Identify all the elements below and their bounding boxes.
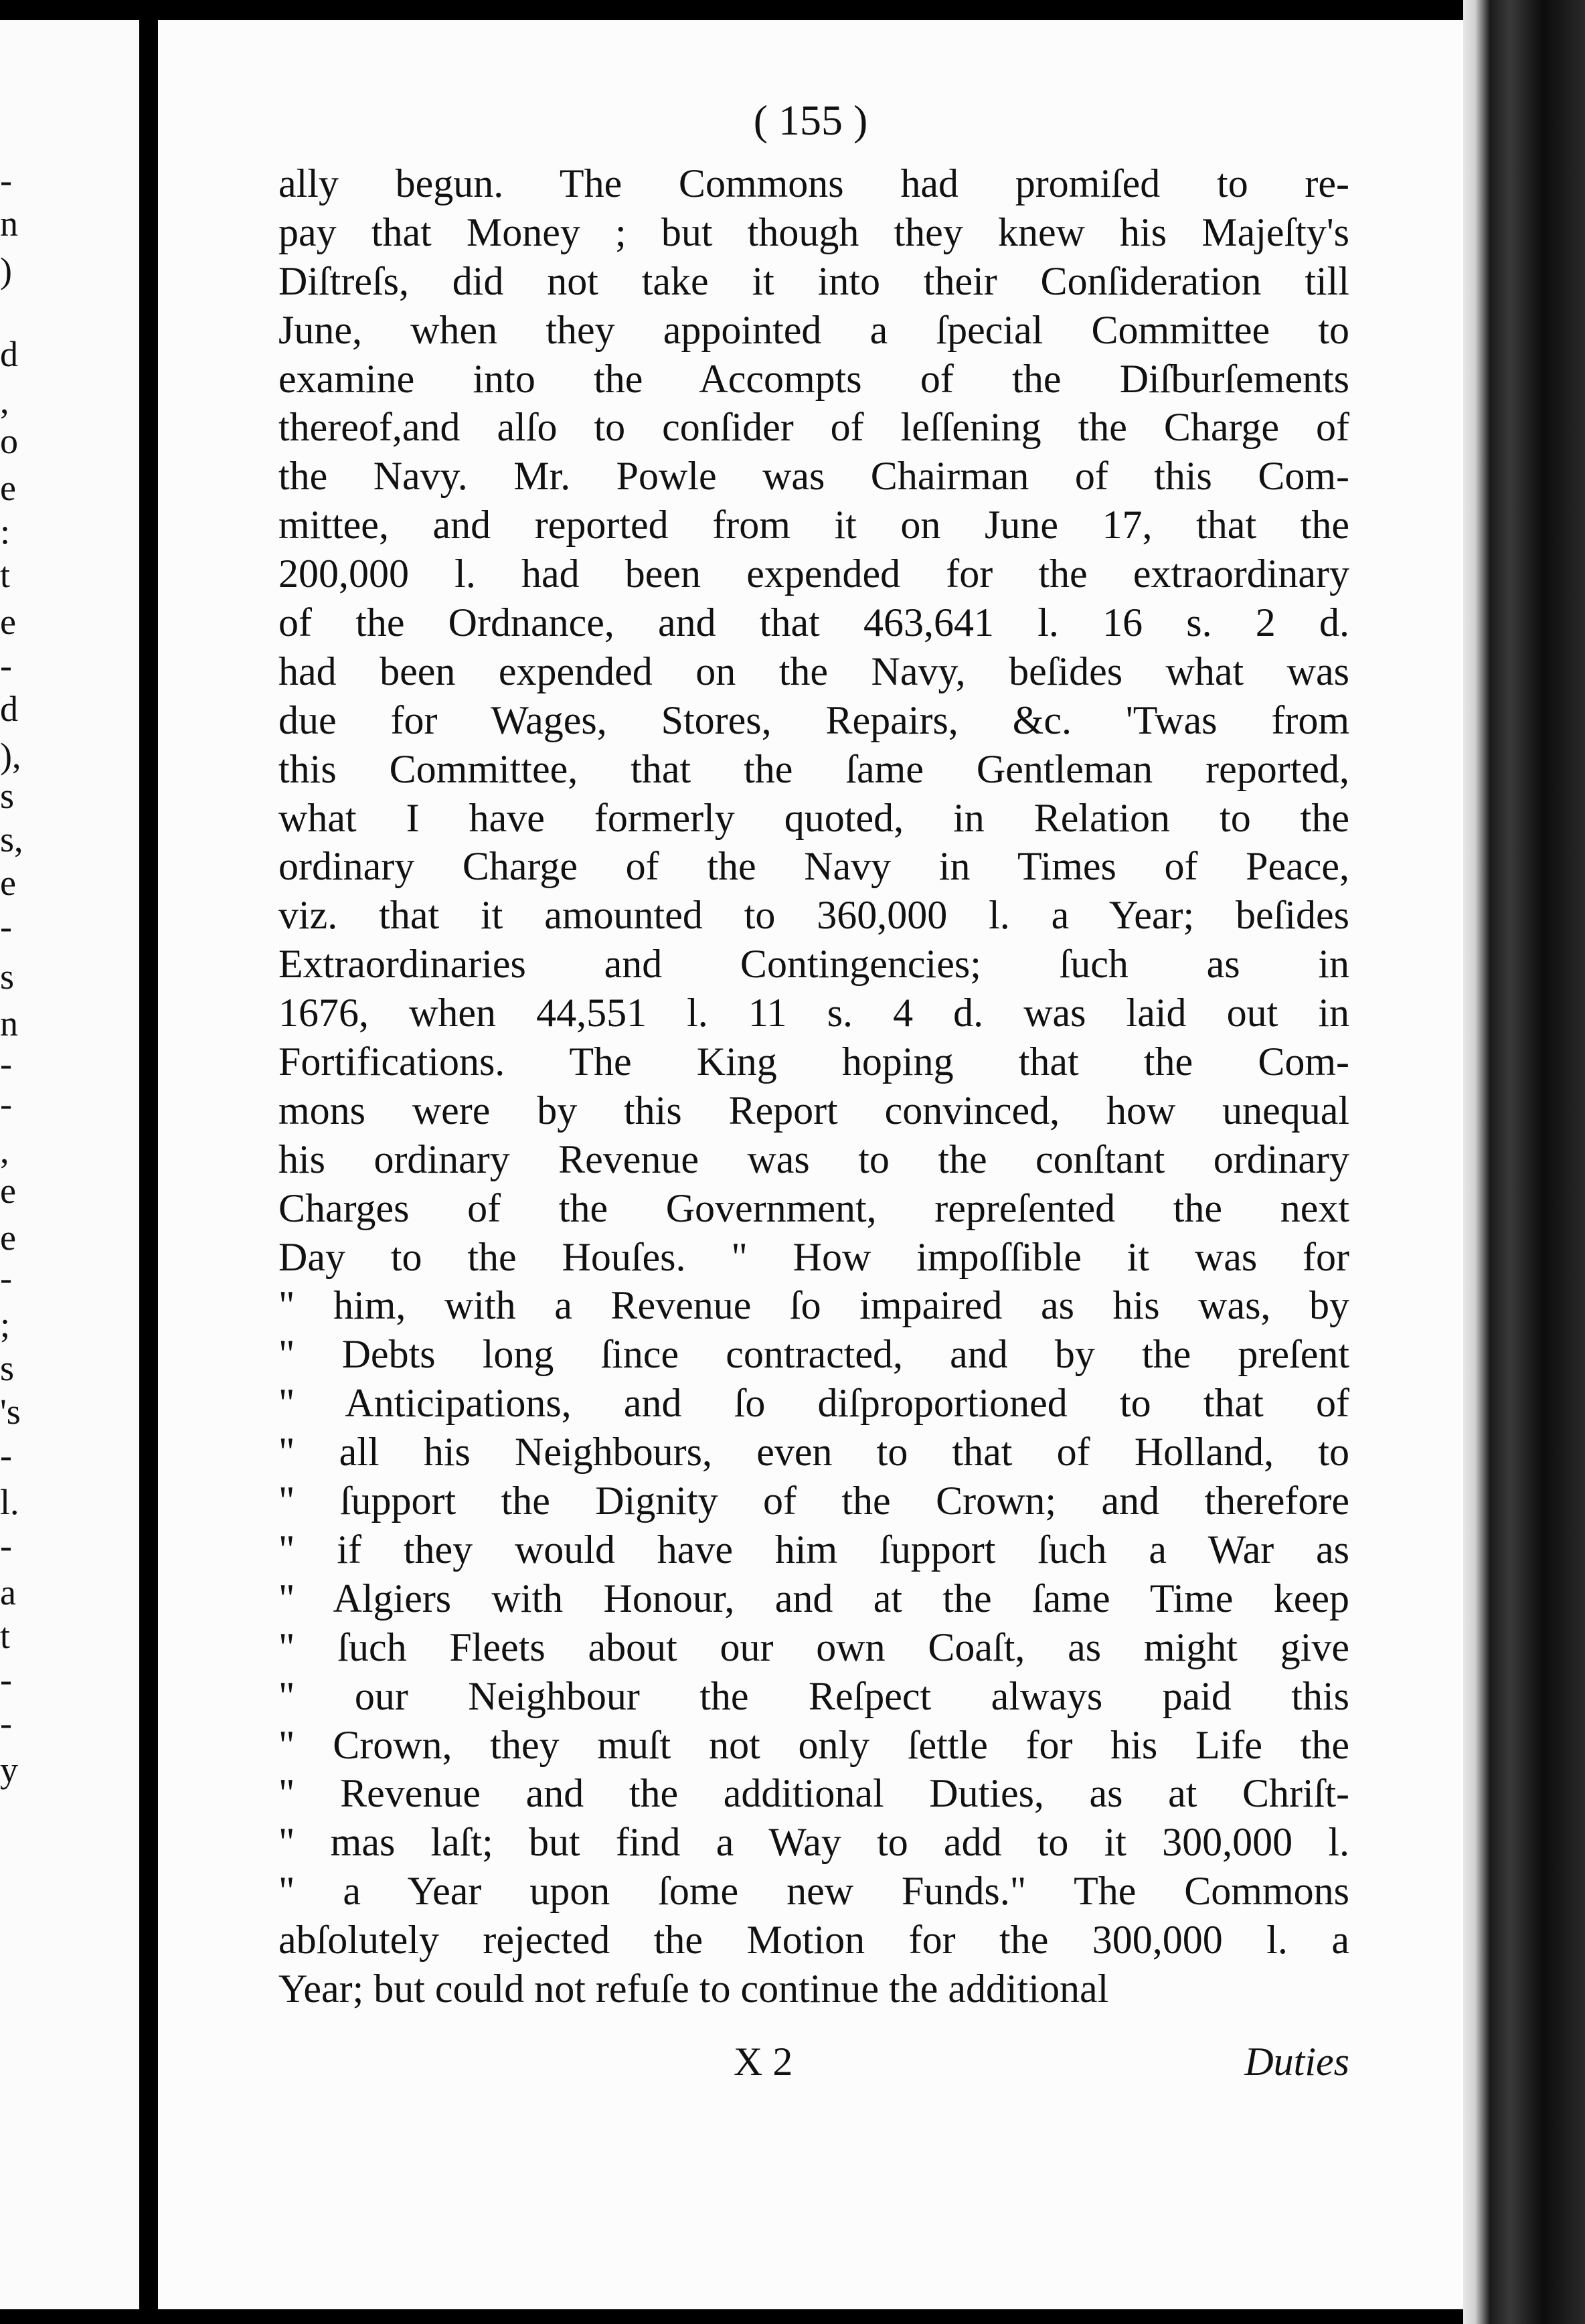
text-line: this Committee, that the ſame Gentleman reported, — [278, 746, 1349, 791]
previous-page-fragment: 's — [0, 1392, 21, 1432]
text-line: mittee, and reported from it on June 17, that the — [278, 503, 1349, 548]
previous-page-fragment: t — [0, 1616, 11, 1656]
previous-page-fragment: ), — [0, 736, 21, 776]
text-line: " Debts long ſince contracted, and by the preſent — [278, 1332, 1349, 1377]
previous-page-fragment: d — [0, 334, 18, 374]
text-line: " Revenue and the additional Duties, as at Chriſt- — [278, 1771, 1349, 1816]
text-line: Extraordinaries and Contingencies; ſuch as in — [278, 942, 1349, 987]
text-line: his ordinary Revenue was to the conſtant ordinary — [278, 1137, 1349, 1181]
previous-page-fragment: t — [0, 555, 11, 595]
previous-page-fragment: a — [0, 1572, 16, 1612]
previous-page-fragment: ; — [0, 1305, 11, 1345]
previous-page-fragment: y — [0, 1750, 18, 1790]
text-line: viz. that it amounted to 360,000 l. a Year; beſides — [278, 893, 1349, 938]
previous-page-fragment: e — [0, 1171, 16, 1211]
previous-page-fragment: - — [0, 1258, 12, 1298]
text-line: of the Ordnance, and that 463,641 l. 16 s. 2 d. — [278, 600, 1349, 645]
book-page — [158, 20, 1463, 2309]
text-line: Charges of the Government, repreſented the next — [278, 1185, 1349, 1230]
previous-page-fragment: n — [0, 203, 18, 244]
text-line: ally begun. The Commons had promiſed to re- — [278, 161, 1349, 205]
text-line: Fortifications. The King hoping that the Com- — [278, 1040, 1349, 1084]
text-line: " a Year upon ſome new Funds." The Commons — [278, 1869, 1349, 1914]
text-line: " mas laſt; but find a Way to add to it 300,000 l. — [278, 1820, 1349, 1865]
previous-page-fragment: e — [0, 602, 16, 642]
text-line: what I have formerly quoted, in Relation to the — [278, 795, 1349, 840]
previous-page-fragment: - — [0, 645, 12, 685]
text-line: " Crown, they muſt not only ſettle for his Life the — [278, 1722, 1349, 1767]
previous-page-fragment: - — [0, 906, 12, 946]
text-line: ordinary Charge of the Navy in Times of Peace, — [278, 844, 1349, 889]
text-line: " our Neighbour the Reſpect always paid this — [278, 1673, 1349, 1718]
text-line: Day to the Houſes. " How impoſſible it was for — [278, 1234, 1349, 1279]
previous-page-fragment: e — [0, 863, 16, 903]
previous-page-fragment: s — [0, 776, 15, 816]
text-line: " all his Neighbours, even to that of Holland, to — [278, 1430, 1349, 1475]
text-line: " Anticipations, and ſo diſproportioned to that of — [278, 1381, 1349, 1426]
previous-page-fragment: , — [0, 1131, 9, 1171]
text-line: mons were by this Report convinced, how unequal — [278, 1088, 1349, 1133]
text-line: thereof,and alſo to conſider of leſſening the Charge of — [278, 405, 1349, 450]
previous-page-edge — [0, 20, 139, 2309]
text-line: June, when they appointed a ſpecial Committee to — [278, 307, 1349, 352]
text-line: " ſuch Fleets about our own Coaſt, as might give — [278, 1625, 1349, 1669]
text-line: due for Wages, Stores, Repairs, &c. 'Twas from — [278, 697, 1349, 742]
text-line: Diſtreſs, did not take it into their Conſideration till — [278, 258, 1349, 303]
previous-page-fragment: , — [0, 381, 9, 421]
previous-page-fragment: - — [0, 1659, 12, 1699]
previous-page-fragment: - — [0, 1525, 12, 1566]
signature-mark: X 2 — [734, 2040, 793, 2084]
text-line: 1676, when 44,551 l. 11 s. 4 d. was laid out in — [278, 991, 1349, 1035]
previous-page-fragment: o — [0, 421, 18, 461]
previous-page-fragment: - — [0, 160, 12, 200]
previous-page-fragment: s, — [0, 819, 23, 859]
previous-page-fragment: e — [0, 1218, 16, 1258]
page-body-text — [278, 159, 1349, 2013]
book-spine-gutter — [1463, 0, 1585, 2324]
text-line: examine into the Accompts of the Diſburſements — [278, 356, 1349, 401]
previous-page-fragment: - — [0, 1703, 12, 1743]
text-line: " if they would have him ſupport ſuch a War as — [278, 1527, 1349, 1572]
previous-page-fragment: l. — [0, 1482, 19, 1522]
text-line: abſolutely rejected the Motion for the 300,000 l. a — [278, 1918, 1349, 1963]
previous-page-fragment: - — [0, 1435, 12, 1475]
previous-page-fragment: n — [0, 1003, 18, 1044]
previous-page-fragment: - — [0, 1044, 12, 1084]
previous-page-fragment: e — [0, 468, 16, 508]
previous-page-fragment: s — [0, 957, 15, 997]
previous-page-fragment: d — [0, 689, 18, 729]
page-footer — [158, 2035, 1463, 2088]
text-line: the Navy. Mr. Powle was Chairman of this Com- — [278, 454, 1349, 499]
previous-page-fragment: s — [0, 1348, 15, 1388]
previous-page-fragment: : — [0, 511, 11, 552]
text-line: had been expended on the Navy, beſides what was — [278, 649, 1349, 693]
text-line: pay that Money ; but though they knew his Majeſty's — [278, 210, 1349, 254]
page-number-header: ( 155 ) — [753, 96, 868, 144]
previous-page-fragment: - — [0, 1084, 12, 1124]
text-line: Year; but could not refuſe to continue the additional — [278, 1966, 1109, 2011]
text-line: 200,000 l. had been expended for the extraordinary — [278, 552, 1349, 596]
catchword: Duties — [1244, 2040, 1349, 2084]
text-line: " ſupport the Dignity of the Crown; and therefore — [278, 1479, 1349, 1523]
text-line: " him, with a Revenue ſo impaired as his was, by — [278, 1283, 1349, 1328]
previous-page-fragment: ) — [0, 250, 12, 290]
text-line: " Algiers with Honour, and at the ſame Time keep — [278, 1576, 1349, 1621]
